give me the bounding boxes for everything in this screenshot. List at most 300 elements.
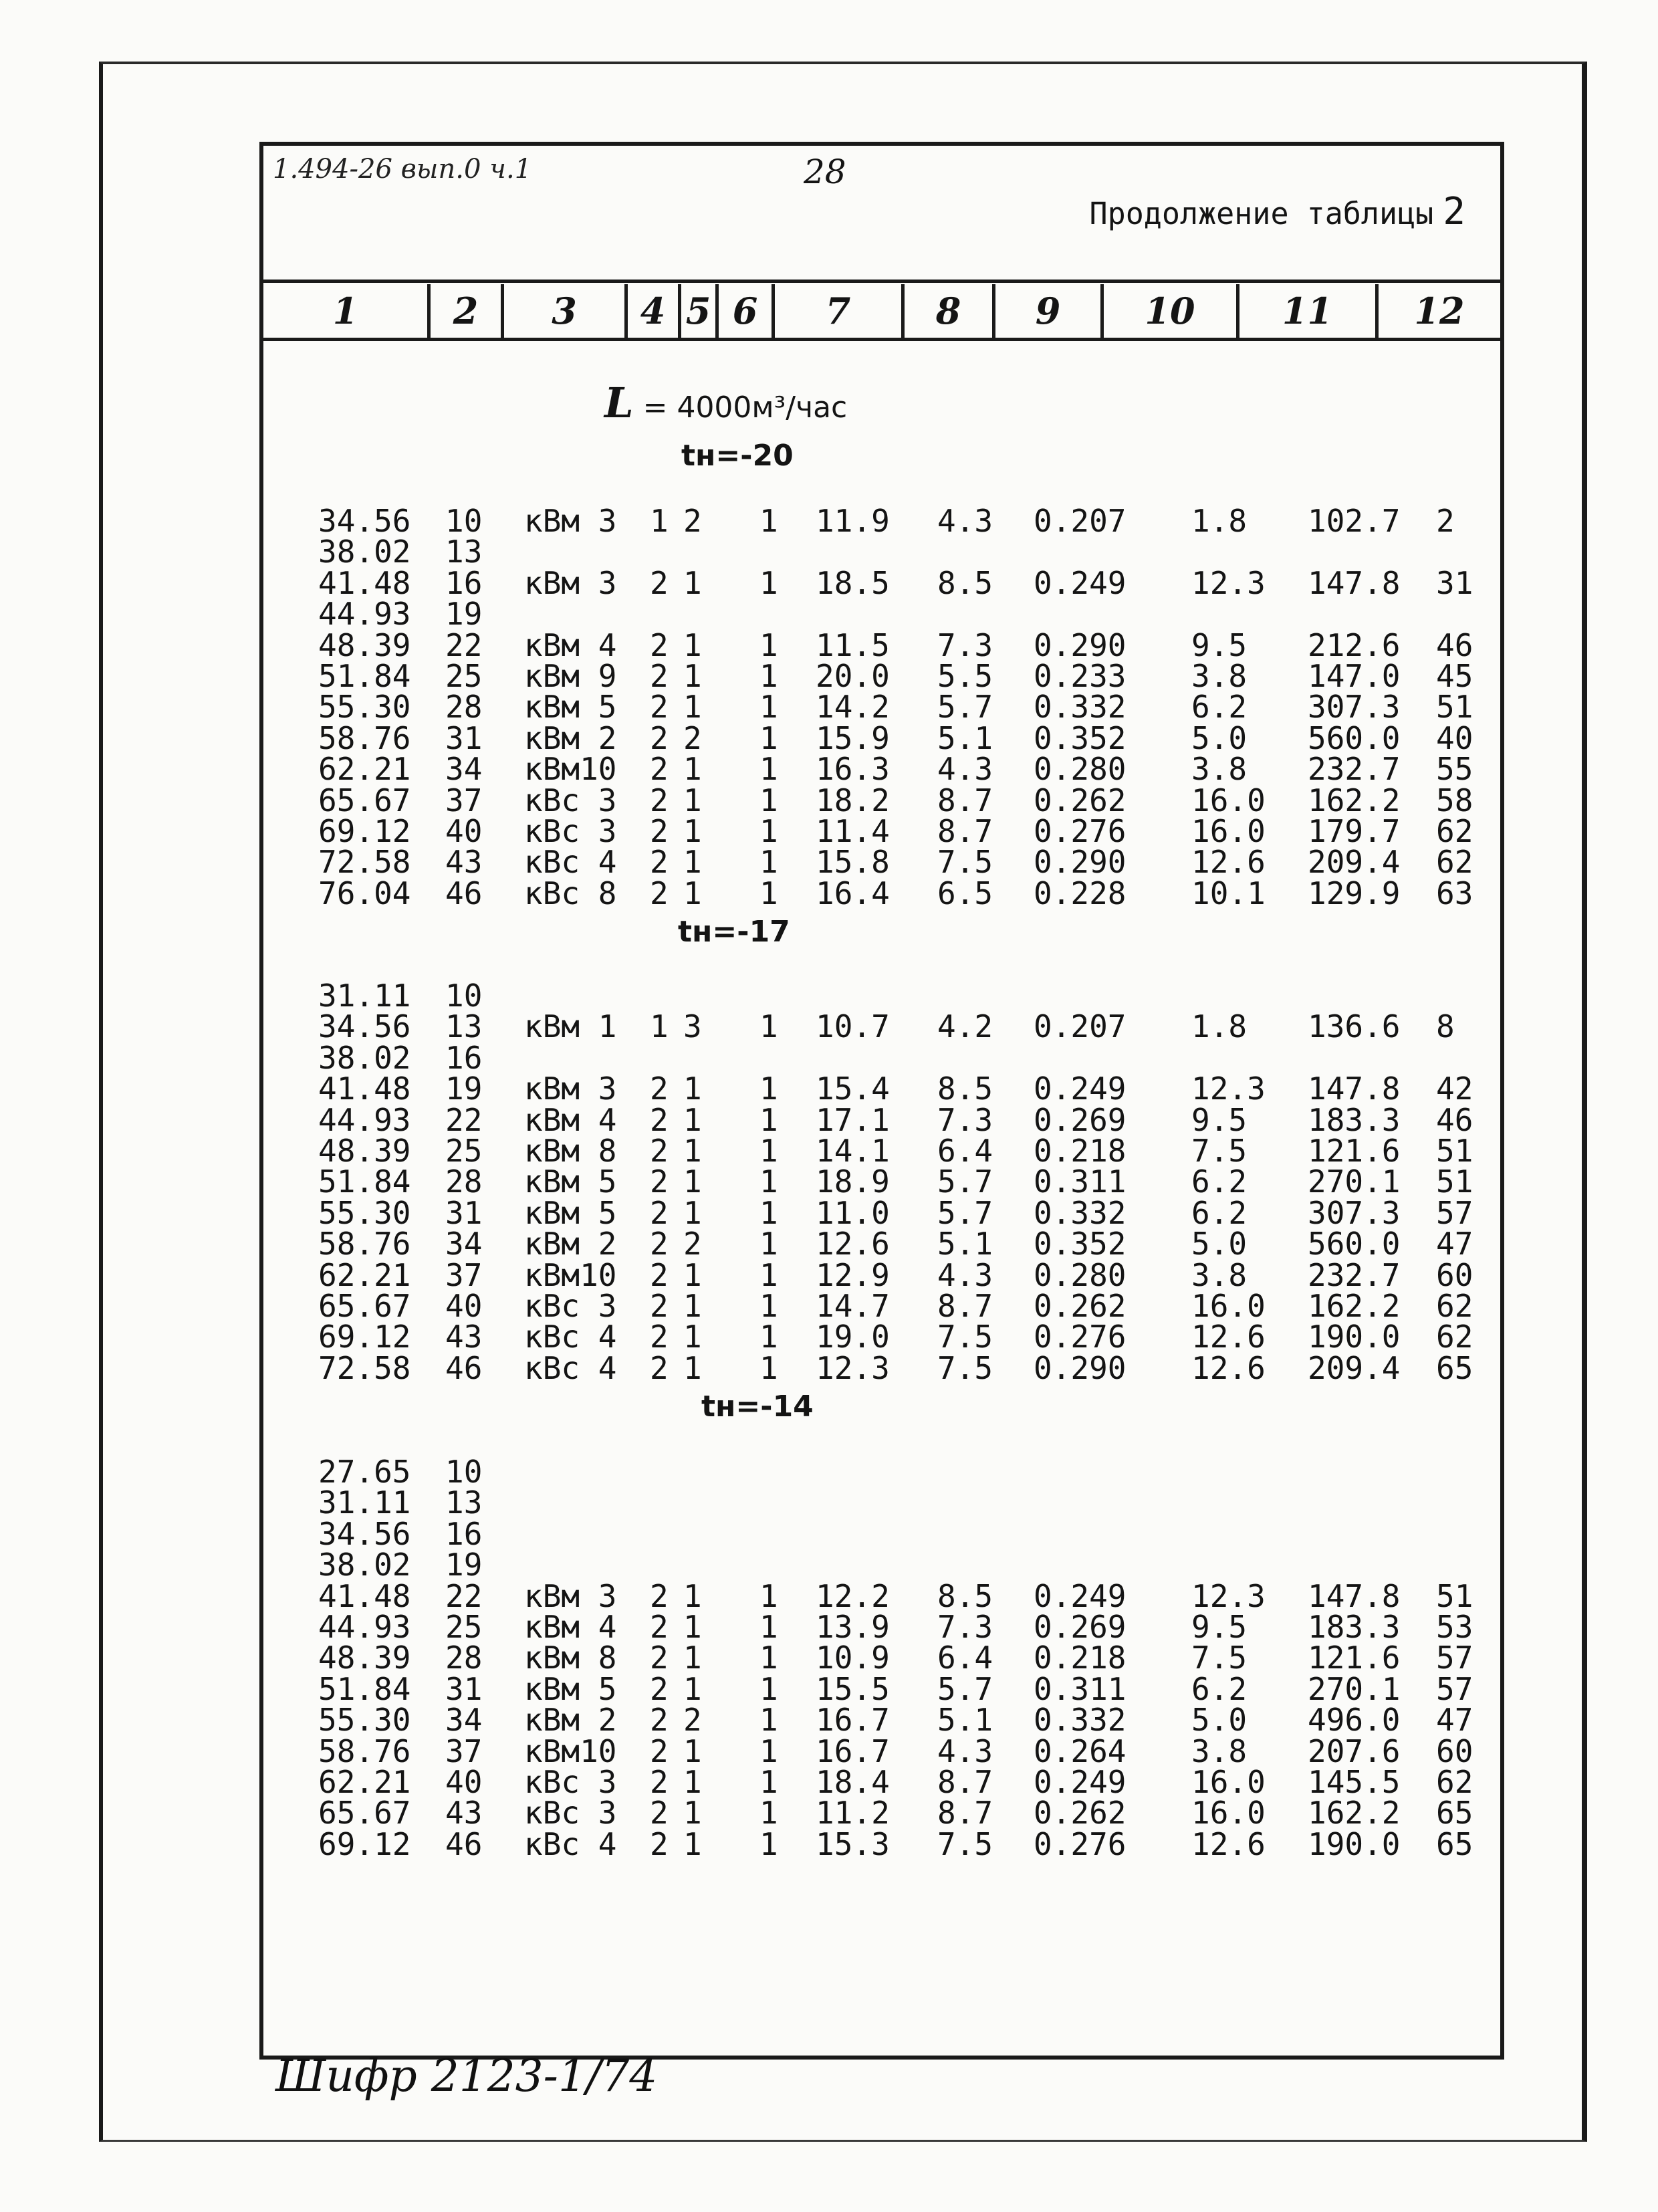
cell-col-8: 7.3 — [937, 627, 993, 663]
cell-col-8: 7.3 — [937, 1101, 993, 1138]
cell-col-8: 7.5 — [937, 1319, 993, 1355]
cell-col-1: 38.02 — [318, 1039, 411, 1076]
table-row — [263, 564, 1500, 601]
cell-col-8: 8.5 — [937, 1071, 993, 1107]
cell-col-3: кВм 2 — [524, 1702, 617, 1739]
cell-col-12: 65 — [1436, 1795, 1473, 1832]
cell-col-1: 31.11 — [318, 1484, 411, 1521]
cell-col-1: 41.48 — [318, 1071, 411, 1107]
cell-col-7: 17.1 — [816, 1101, 890, 1138]
cell-col-12: 53 — [1436, 1609, 1473, 1645]
column-number-11: 11 — [1236, 284, 1375, 338]
table-row — [263, 1008, 1500, 1045]
table-row — [263, 1454, 1500, 1490]
cell-col-12: 65 — [1436, 1826, 1473, 1862]
cell-col-3: кВс 8 — [524, 875, 617, 911]
cell-col-4: 2 — [650, 1795, 669, 1832]
cell-col-3: кВс 3 — [524, 813, 617, 849]
cell-col-1: 65.67 — [318, 782, 411, 818]
cell-col-1: 51.84 — [318, 1670, 411, 1707]
cell-col-7: 20.0 — [816, 658, 890, 694]
cell-col-3: кВм10 — [524, 1733, 617, 1769]
cell-col-7: 18.5 — [816, 564, 890, 601]
cell-col-1: 34.56 — [318, 503, 411, 539]
cell-col-10: 5.0 — [1191, 1702, 1248, 1739]
column-number-7: 7 — [772, 284, 901, 338]
cell-col-6: 1 — [759, 720, 778, 756]
cell-col-8: 5.1 — [937, 1226, 993, 1262]
cell-col-11: 183.3 — [1308, 1101, 1401, 1138]
cell-col-7: 12.3 — [816, 1349, 890, 1386]
cell-col-10: 12.3 — [1191, 1577, 1266, 1614]
cell-col-5: 2 — [683, 1702, 702, 1739]
table-sheet — [259, 142, 1504, 2060]
cell-col-12: 51 — [1436, 689, 1473, 726]
cell-col-5: 1 — [683, 1795, 702, 1832]
table-row — [263, 1577, 1500, 1614]
table-row — [263, 978, 1500, 1014]
cell-col-8: 5.1 — [937, 1702, 993, 1739]
cell-col-6: 1 — [759, 751, 778, 788]
cell-col-11: 190.0 — [1308, 1826, 1401, 1862]
cell-col-7: 11.5 — [816, 627, 890, 663]
cell-col-2: 19 — [445, 596, 483, 633]
cell-col-9: 0.264 — [1034, 1733, 1127, 1769]
cell-col-7: 19.0 — [816, 1319, 890, 1355]
table-row — [263, 844, 1500, 881]
cell-col-5: 1 — [683, 875, 702, 911]
cell-col-5: 1 — [683, 1194, 702, 1231]
cell-col-6: 1 — [759, 1577, 778, 1614]
cell-col-8: 7.5 — [937, 844, 993, 881]
page-number: 28 — [804, 152, 846, 191]
cell-col-2: 46 — [445, 1826, 483, 1862]
column-number-4: 4 — [624, 284, 678, 338]
cell-col-6: 1 — [759, 1256, 778, 1293]
cell-col-7: 14.2 — [816, 689, 890, 726]
cell-col-11: 212.6 — [1308, 627, 1401, 663]
cell-col-7: 15.3 — [816, 1826, 890, 1862]
cell-col-12: 62 — [1436, 813, 1473, 849]
column-number-6: 6 — [715, 284, 772, 338]
cell-col-11: 147.8 — [1308, 1071, 1401, 1107]
cell-col-5: 1 — [683, 658, 702, 694]
cell-col-6: 1 — [759, 1008, 778, 1045]
cell-col-8: 8.7 — [937, 1288, 993, 1324]
cell-col-1: 41.48 — [318, 1577, 411, 1614]
cell-col-4: 2 — [650, 1670, 669, 1707]
cell-col-4: 2 — [650, 813, 669, 849]
column-number-row — [263, 284, 1500, 341]
cell-col-11: 496.0 — [1308, 1702, 1401, 1739]
cell-col-4: 2 — [650, 1640, 669, 1676]
cell-col-2: 40 — [445, 813, 483, 849]
cell-col-9: 0.311 — [1034, 1164, 1127, 1200]
cell-col-5: 1 — [683, 1349, 702, 1386]
cell-col-10: 5.0 — [1191, 1226, 1248, 1262]
cell-col-12: 51 — [1436, 1133, 1473, 1169]
cell-col-1: 58.76 — [318, 1733, 411, 1769]
cell-col-11: 232.7 — [1308, 751, 1401, 788]
section-heading: tн=-17 — [678, 915, 790, 949]
cell-col-9: 0.276 — [1034, 1826, 1127, 1862]
cell-col-11: 162.2 — [1308, 1795, 1401, 1832]
cell-col-3: кВм 3 — [524, 564, 617, 601]
cell-col-7: 11.9 — [816, 503, 890, 539]
cell-col-3: кВм 5 — [524, 1164, 617, 1200]
cell-col-12: 8 — [1436, 1008, 1455, 1045]
cell-col-7: 13.9 — [816, 1609, 890, 1645]
cell-col-11: 147.0 — [1308, 658, 1401, 694]
cell-col-2: 19 — [445, 1071, 483, 1107]
cell-col-2: 13 — [445, 534, 483, 570]
cell-col-5: 1 — [683, 627, 702, 663]
cell-col-11: 121.6 — [1308, 1133, 1401, 1169]
cell-col-10: 12.6 — [1191, 1319, 1266, 1355]
cell-col-9: 0.207 — [1034, 1008, 1127, 1045]
cell-col-6: 1 — [759, 1071, 778, 1107]
cell-col-12: 57 — [1436, 1670, 1473, 1707]
cell-col-3: кВс 3 — [524, 1795, 617, 1832]
table-row — [263, 627, 1500, 663]
cell-col-10: 6.2 — [1191, 1164, 1248, 1200]
cell-col-7: 16.7 — [816, 1733, 890, 1769]
cell-col-12: 2 — [1436, 503, 1455, 539]
cell-col-1: 51.84 — [318, 1164, 411, 1200]
cell-col-8: 8.7 — [937, 1764, 993, 1800]
cell-col-1: 55.30 — [318, 1702, 411, 1739]
cell-col-11: 209.4 — [1308, 844, 1401, 881]
cell-col-2: 37 — [445, 782, 483, 818]
cell-col-5: 1 — [683, 1670, 702, 1707]
cell-col-6: 1 — [759, 1101, 778, 1138]
table-row — [263, 1547, 1500, 1583]
cell-col-11: 270.1 — [1308, 1164, 1401, 1200]
table-row — [263, 1670, 1500, 1707]
cell-col-2: 40 — [445, 1288, 483, 1324]
cell-col-6: 1 — [759, 1319, 778, 1355]
cell-col-7: 11.2 — [816, 1795, 890, 1832]
table-row — [263, 1164, 1500, 1200]
cell-col-1: 62.21 — [318, 1256, 411, 1293]
cell-col-4: 2 — [650, 1702, 669, 1739]
cell-col-3: кВс 4 — [524, 1319, 617, 1355]
cell-col-3: кВм 3 — [524, 1577, 617, 1614]
cell-col-2: 10 — [445, 978, 483, 1014]
cell-col-4: 2 — [650, 844, 669, 881]
cell-col-10: 10.1 — [1191, 875, 1266, 911]
table-row — [263, 1826, 1500, 1862]
cell-col-11: 129.9 — [1308, 875, 1401, 911]
table-row — [263, 1764, 1500, 1800]
cell-col-9: 0.269 — [1034, 1101, 1127, 1138]
cell-col-11: 307.3 — [1308, 689, 1401, 726]
cell-col-12: 31 — [1436, 564, 1473, 601]
cell-col-7: 11.4 — [816, 813, 890, 849]
cell-col-6: 1 — [759, 1702, 778, 1739]
table-row — [263, 1101, 1500, 1138]
cell-col-5: 1 — [683, 689, 702, 726]
cell-col-4: 2 — [650, 1071, 669, 1107]
cell-col-12: 51 — [1436, 1164, 1473, 1200]
cell-col-5: 1 — [683, 1319, 702, 1355]
cell-col-11: 232.7 — [1308, 1256, 1401, 1293]
column-number-12: 12 — [1375, 284, 1500, 338]
cell-col-11: 147.8 — [1308, 564, 1401, 601]
cell-col-4: 2 — [650, 720, 669, 756]
cell-col-7: 15.4 — [816, 1071, 890, 1107]
cell-col-8: 8.7 — [937, 813, 993, 849]
table-row — [263, 720, 1500, 756]
cell-col-9: 0.218 — [1034, 1133, 1127, 1169]
table-row — [263, 503, 1500, 539]
cell-col-1: 38.02 — [318, 534, 411, 570]
cell-col-1: 27.65 — [318, 1454, 411, 1490]
cell-col-4: 2 — [650, 875, 669, 911]
table-row — [263, 658, 1500, 694]
cell-col-4: 2 — [650, 1101, 669, 1138]
table-row — [263, 875, 1500, 911]
cell-col-12: 42 — [1436, 1071, 1473, 1107]
cell-col-3: кВс 4 — [524, 1826, 617, 1862]
cell-col-5: 1 — [683, 1733, 702, 1769]
cell-col-10: 16.0 — [1191, 782, 1266, 818]
cell-col-1: 48.39 — [318, 627, 411, 663]
cell-col-12: 40 — [1436, 720, 1473, 756]
cell-col-3: кВс 4 — [524, 844, 617, 881]
cell-col-11: 147.8 — [1308, 1577, 1401, 1614]
cell-col-4: 2 — [650, 1288, 669, 1324]
table-row — [263, 1515, 1500, 1552]
cell-col-7: 18.9 — [816, 1164, 890, 1200]
cell-col-10: 3.8 — [1191, 751, 1248, 788]
cell-col-2: 43 — [445, 1319, 483, 1355]
cell-col-5: 1 — [683, 1164, 702, 1200]
cell-col-10: 1.8 — [1191, 1008, 1248, 1045]
cell-col-7: 14.7 — [816, 1288, 890, 1324]
cell-col-2: 25 — [445, 1133, 483, 1169]
table-row — [263, 1039, 1500, 1076]
header-divider — [263, 280, 1500, 283]
table-row — [263, 813, 1500, 849]
cell-col-2: 16 — [445, 1515, 483, 1552]
cell-col-9: 0.276 — [1034, 1319, 1127, 1355]
table-row — [263, 1733, 1500, 1769]
cell-col-6: 1 — [759, 627, 778, 663]
column-number-5: 5 — [678, 284, 715, 338]
cell-col-10: 16.0 — [1191, 1764, 1266, 1800]
cell-col-4: 2 — [650, 1609, 669, 1645]
cell-col-5: 1 — [683, 844, 702, 881]
cell-col-5: 1 — [683, 1133, 702, 1169]
cell-col-1: 62.21 — [318, 751, 411, 788]
cell-col-1: 34.56 — [318, 1515, 411, 1552]
cell-col-10: 9.5 — [1191, 1609, 1248, 1645]
continuation-label — [1090, 190, 1465, 233]
cell-col-8: 8.7 — [937, 782, 993, 818]
cell-col-3: кВм 5 — [524, 689, 617, 726]
cell-col-12: 62 — [1436, 1288, 1473, 1324]
section-heading: tн=-14 — [701, 1390, 814, 1424]
cell-col-1: 55.30 — [318, 689, 411, 726]
cell-col-9: 0.262 — [1034, 1288, 1127, 1324]
cell-col-10: 12.6 — [1191, 1349, 1266, 1386]
cell-col-1: 41.48 — [318, 564, 411, 601]
cell-col-6: 1 — [759, 1194, 778, 1231]
cell-col-11: 136.6 — [1308, 1008, 1401, 1045]
cell-col-1: 51.84 — [318, 658, 411, 694]
cell-col-7: 15.8 — [816, 844, 890, 881]
formula-text: = 4000м³/час — [642, 391, 848, 425]
cell-col-8: 7.5 — [937, 1349, 993, 1386]
cell-col-1: 65.67 — [318, 1288, 411, 1324]
cell-col-8: 5.7 — [937, 689, 993, 726]
cell-col-2: 43 — [445, 844, 483, 881]
cell-col-6: 1 — [759, 1764, 778, 1800]
table-row — [263, 1795, 1500, 1832]
cell-col-1: 55.30 — [318, 1194, 411, 1231]
cell-col-12: 47 — [1436, 1226, 1473, 1262]
footer-code: Шифр 2123-1/74 — [275, 2050, 658, 2102]
doc-code: 1.494-26 вып.0 ч.1 — [273, 154, 532, 185]
cell-col-3: кВм 2 — [524, 1226, 617, 1262]
cell-col-11: 145.5 — [1308, 1764, 1401, 1800]
cell-col-1: 76.04 — [318, 875, 411, 911]
cell-col-5: 1 — [683, 813, 702, 849]
cell-col-4: 2 — [650, 658, 669, 694]
cell-col-5: 1 — [683, 782, 702, 818]
cell-col-6: 1 — [759, 1349, 778, 1386]
cell-col-12: 62 — [1436, 1764, 1473, 1800]
cell-col-6: 1 — [759, 564, 778, 601]
cell-col-4: 2 — [650, 1133, 669, 1169]
cell-col-7: 16.3 — [816, 751, 890, 788]
cell-col-1: 62.21 — [318, 1764, 411, 1800]
cell-col-9: 0.352 — [1034, 720, 1127, 756]
cell-col-1: 72.58 — [318, 844, 411, 881]
cell-col-4: 2 — [650, 782, 669, 818]
cell-col-6: 1 — [759, 1164, 778, 1200]
cell-col-9: 0.276 — [1034, 813, 1127, 849]
cell-col-4: 2 — [650, 564, 669, 601]
cell-col-8: 5.5 — [937, 658, 993, 694]
table-row — [263, 1319, 1500, 1355]
cell-col-3: кВм 1 — [524, 1008, 617, 1045]
table-row — [263, 1226, 1500, 1262]
cell-col-12: 45 — [1436, 658, 1473, 694]
cell-col-3: кВс 3 — [524, 1764, 617, 1800]
cell-col-2: 13 — [445, 1008, 483, 1045]
cell-col-6: 1 — [759, 1288, 778, 1324]
cell-col-7: 15.5 — [816, 1670, 890, 1707]
cell-col-9: 0.262 — [1034, 1795, 1127, 1832]
cell-col-2: 16 — [445, 564, 483, 601]
cell-col-7: 16.4 — [816, 875, 890, 911]
cell-col-7: 18.4 — [816, 1764, 890, 1800]
cell-col-3: кВм 4 — [524, 1609, 617, 1645]
formula-line — [604, 378, 847, 427]
cell-col-11: 190.0 — [1308, 1319, 1401, 1355]
cell-col-5: 1 — [683, 1609, 702, 1645]
cell-col-11: 307.3 — [1308, 1194, 1401, 1231]
cell-col-10: 1.8 — [1191, 503, 1248, 539]
cell-col-2: 28 — [445, 1640, 483, 1676]
cell-col-3: кВм10 — [524, 1256, 617, 1293]
cell-col-1: 65.67 — [318, 1795, 411, 1832]
cell-col-1: 44.93 — [318, 1101, 411, 1138]
cell-col-4: 1 — [650, 1008, 669, 1045]
cell-col-8: 5.1 — [937, 720, 993, 756]
cell-col-3: кВс 4 — [524, 1349, 617, 1386]
column-number-10: 10 — [1100, 284, 1236, 338]
cell-col-7: 15.9 — [816, 720, 890, 756]
cell-col-6: 1 — [759, 689, 778, 726]
cell-col-10: 3.8 — [1191, 1256, 1248, 1293]
cell-col-10: 16.0 — [1191, 1288, 1266, 1324]
table-row — [263, 1194, 1500, 1231]
cell-col-5: 1 — [683, 1764, 702, 1800]
cell-col-5: 1 — [683, 1256, 702, 1293]
cell-col-9: 0.332 — [1034, 689, 1127, 726]
cell-col-5: 1 — [683, 1288, 702, 1324]
cell-col-10: 16.0 — [1191, 813, 1266, 849]
cell-col-10: 3.8 — [1191, 1733, 1248, 1769]
cell-col-2: 37 — [445, 1256, 483, 1293]
cell-col-4: 2 — [650, 1164, 669, 1200]
cell-col-10: 12.6 — [1191, 1826, 1266, 1862]
cell-col-1: 38.02 — [318, 1547, 411, 1583]
cell-col-6: 1 — [759, 844, 778, 881]
cell-col-9: 0.218 — [1034, 1640, 1127, 1676]
cell-col-1: 31.11 — [318, 978, 411, 1014]
table-row — [263, 596, 1500, 633]
cell-col-11: 179.7 — [1308, 813, 1401, 849]
column-number-8: 8 — [901, 284, 992, 338]
cell-col-5: 1 — [683, 1071, 702, 1107]
cell-col-1: 58.76 — [318, 720, 411, 756]
cell-col-4: 2 — [650, 1764, 669, 1800]
table-row — [263, 751, 1500, 788]
cell-col-6: 1 — [759, 875, 778, 911]
cell-col-11: 121.6 — [1308, 1640, 1401, 1676]
cell-col-9: 0.228 — [1034, 875, 1127, 911]
cell-col-5: 1 — [683, 1101, 702, 1138]
cell-col-7: 14.1 — [816, 1133, 890, 1169]
cell-col-1: 44.93 — [318, 1609, 411, 1645]
cell-col-1: 44.93 — [318, 596, 411, 633]
cell-col-3: кВм 3 — [524, 503, 617, 539]
cell-col-2: 34 — [445, 1226, 483, 1262]
cell-col-8: 4.3 — [937, 503, 993, 539]
cell-col-10: 12.3 — [1191, 564, 1266, 601]
cell-col-10: 7.5 — [1191, 1640, 1248, 1676]
cell-col-9: 0.249 — [1034, 564, 1127, 601]
cell-col-9: 0.233 — [1034, 658, 1127, 694]
cell-col-9: 0.249 — [1034, 1764, 1127, 1800]
cell-col-12: 55 — [1436, 751, 1473, 788]
cell-col-11: 270.1 — [1308, 1670, 1401, 1707]
cell-col-6: 1 — [759, 1670, 778, 1707]
cell-col-4: 2 — [650, 1826, 669, 1862]
cell-col-4: 2 — [650, 1226, 669, 1262]
table-row — [263, 782, 1500, 818]
cell-col-6: 1 — [759, 1733, 778, 1769]
cell-col-5: 1 — [683, 564, 702, 601]
cell-col-2: 43 — [445, 1795, 483, 1832]
cell-col-2: 31 — [445, 720, 483, 756]
cell-col-8: 6.5 — [937, 875, 993, 911]
cell-col-3: кВм 8 — [524, 1133, 617, 1169]
